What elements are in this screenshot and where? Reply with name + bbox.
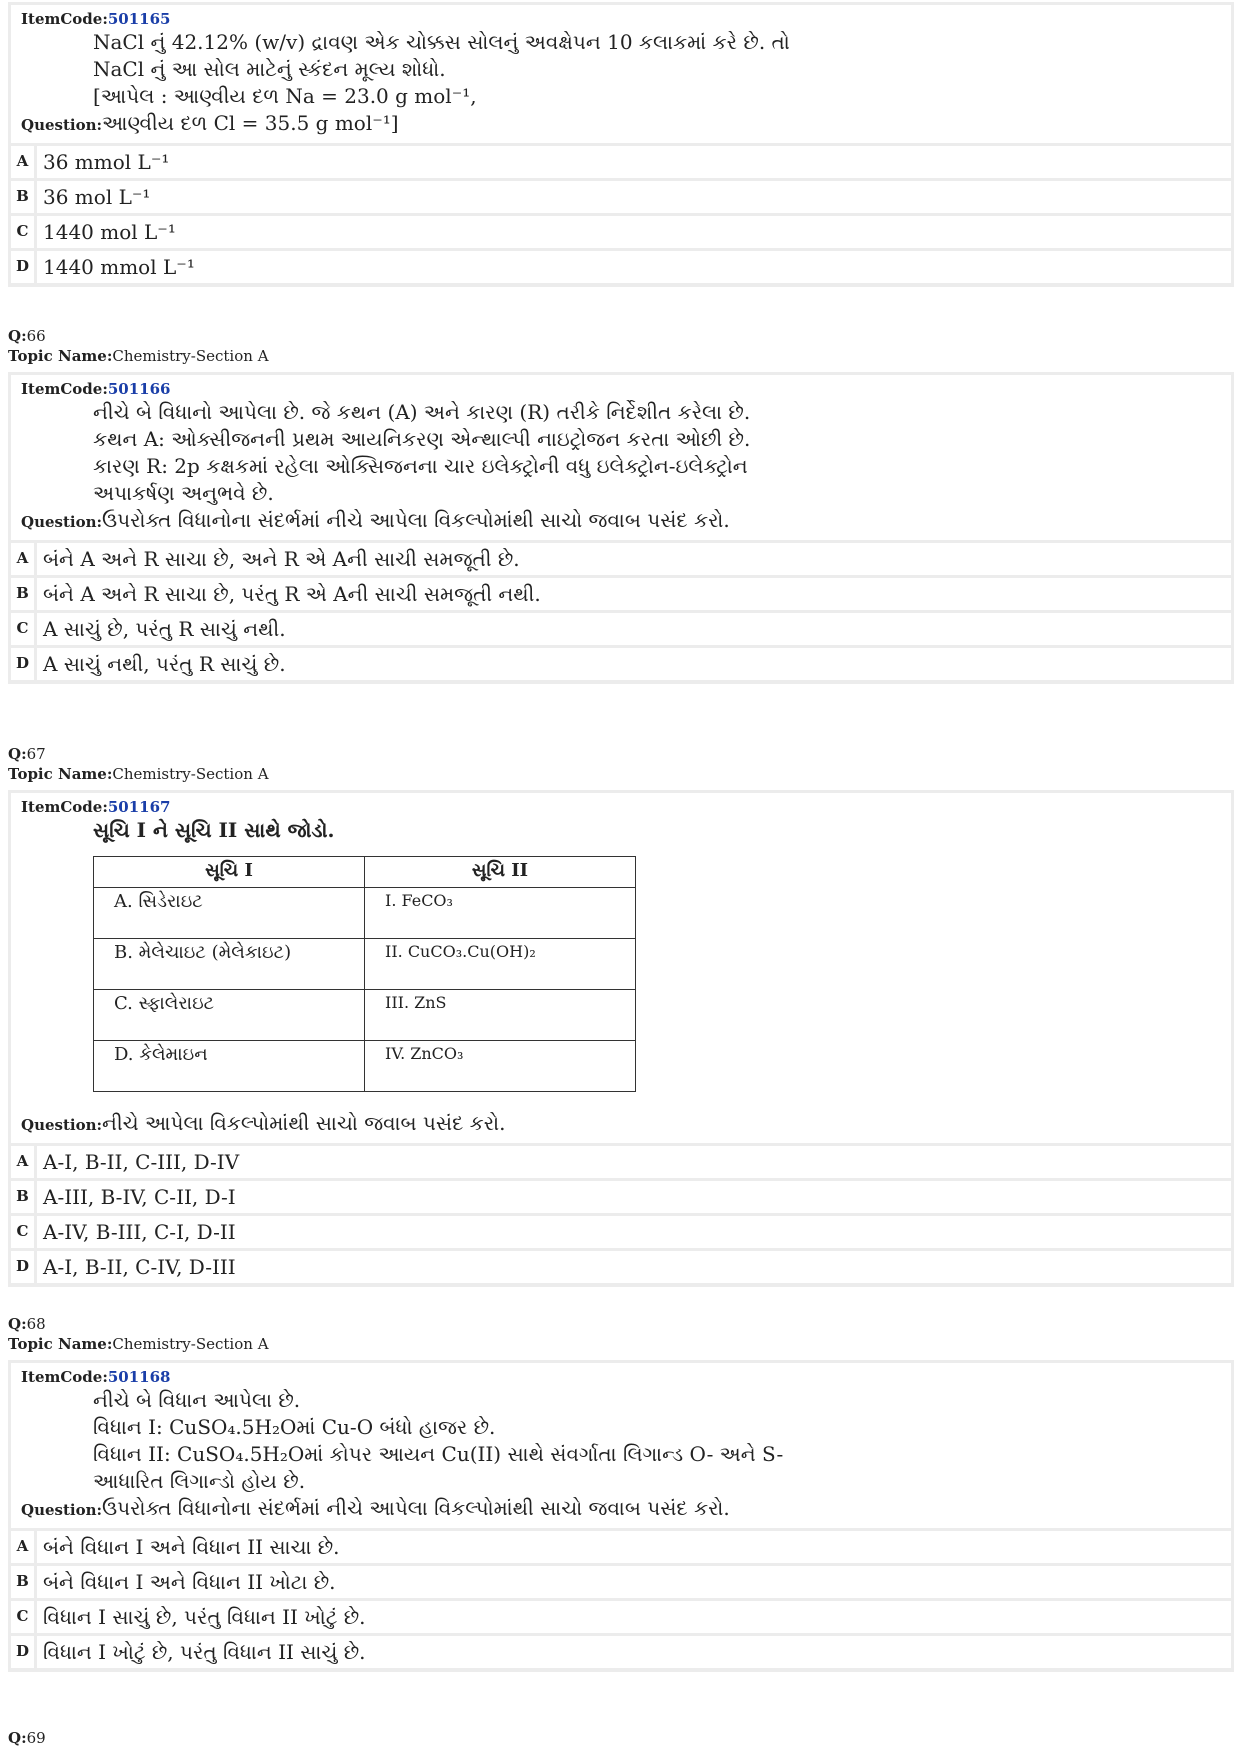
question-stem <box>11 375 1231 540</box>
question-header-68: Q:68 Topic Name:Chemistry-Section A <box>8 1315 269 1353</box>
question-line: આણ્વીય દળ Cl = 35.5 g mol⁻¹] <box>102 111 399 135</box>
table-cell: IV. ZnCO₃ <box>365 1041 636 1092</box>
question-row <box>21 110 1223 137</box>
option-b[interactable]: B બંને વિધાન I અને વિધાન II ખોટા છે. <box>11 1566 1231 1598</box>
question-card-501167 <box>8 790 1234 1287</box>
question-line: ઉપરોક્ત વિધાનોના સંદર્ભમાં નીચે આપેલા વિકલ્પોમાંથી સાચો જવાબ પસંદ કરો. <box>102 1496 730 1520</box>
item-code: ItemCode:501166 <box>21 380 171 398</box>
option-a[interactable]: A બંને A અને R સાચા છે, અને R એ Aની સાચી સમજૂતી છે. <box>11 543 1231 575</box>
matching-table <box>93 856 636 1092</box>
table-row <box>94 1041 636 1092</box>
question-line: વિધાન I: CuSO₄.5H₂Oમાં Cu-O બંધો હાજર છે. <box>93 1415 496 1439</box>
question-line: નીચે આપેલા વિકલ્પોમાંથી સાચો જવાબ પસંદ કરો. <box>102 1111 506 1135</box>
question-line: ઉપરોક્ત વિધાનોના સંદર્ભમાં નીચે આપેલા વિકલ્પોમાંથી સાચો જવાબ પસંદ કરો. <box>102 508 730 532</box>
question-stem <box>11 793 1231 1143</box>
table-cell: B. મેલેચાઇટ (મેલેકાઇટ) <box>94 939 365 990</box>
question-line: નીચે બે વિધાન આપેલા છે. <box>93 1388 301 1412</box>
question-card-501166 <box>8 372 1234 684</box>
question-line: અપાકર્ષણ અનુભવે છે. <box>93 481 274 505</box>
table-row <box>94 939 636 990</box>
question-line: કારણ R: 2p કક્ષકમાં રહેલા ઓક્સિજનના ચાર ઇલેક્ટ્રોની વધુ ઇલેક્ટ્રોન-ઇલેક્ટ્રોન <box>93 454 748 478</box>
question-line: કથન A: ઓક્સીજનની પ્રથમ આયનિકરણ એન્થાલ્પી નાઇટ્રોજન કરતા ઓછી છે. <box>93 427 751 451</box>
option-a[interactable]: A બંને વિધાન I અને વિધાન II સાચા છે. <box>11 1531 1231 1563</box>
question-line: વિધાન II: CuSO₄.5H₂Oમાં કોપર આયન Cu(II) સાથે સંવર્ગાતા લિગાન્ડ O- અને S- <box>93 1442 784 1466</box>
question-label: Question: <box>21 1116 103 1134</box>
table-header: સૂચિ II <box>365 857 636 888</box>
question-line: આધારિત લિગાન્ડો હોય છે. <box>93 1469 306 1493</box>
option-a[interactable]: A A-I, B-II, C-III, D-IV <box>11 1146 1231 1178</box>
table-cell: D. કેલેમાઇન <box>94 1041 365 1092</box>
question-line: [આપેલ : આણ્વીય દળ Na = 23.0 g mol⁻¹, <box>93 84 477 108</box>
question-stem <box>11 5 1231 143</box>
question-row <box>21 507 1223 534</box>
question-text <box>93 1387 1223 1495</box>
option-d[interactable]: D વિધાન I ખોટું છે, પરંતુ વિધાન II સાચું છે. <box>11 1636 1231 1668</box>
question-text <box>93 399 1223 507</box>
option-b[interactable]: B બંને A અને R સાચા છે, પરંતુ R એ Aની સાચી સમજૂતી નથી. <box>11 578 1231 610</box>
question-stem <box>11 1363 1231 1528</box>
question-card-501165 <box>8 2 1234 287</box>
question-line: NaCl નું આ સોલ માટેનું સ્કંદન મૂલ્ય શોધો. <box>93 57 446 81</box>
table-cell: C. સ્ફાલેરાઇટ <box>94 990 365 1041</box>
question-row <box>21 1495 1223 1522</box>
option-b[interactable]: B 36 mol L⁻¹ <box>11 181 1231 213</box>
table-cell: III. ZnS <box>365 990 636 1041</box>
option-c[interactable]: C A સાચું છે, પરંતુ R સાચું નથી. <box>11 613 1231 645</box>
question-text <box>93 817 1223 844</box>
item-code: ItemCode:501167 <box>21 798 171 816</box>
table-row <box>94 990 636 1041</box>
table-cell: A. સિડેરાઇટ <box>94 888 365 939</box>
table-cell: II. CuCO₃.Cu(OH)₂ <box>365 939 636 990</box>
question-label: Question: <box>21 1501 103 1519</box>
option-c[interactable]: C 1440 mol L⁻¹ <box>11 216 1231 248</box>
option-d[interactable]: D A-I, B-II, C-IV, D-III <box>11 1251 1231 1283</box>
question-label: Question: <box>21 513 103 531</box>
question-header-67: Q:67 Topic Name:Chemistry-Section A <box>8 745 269 783</box>
table-cell: I. FeCO₃ <box>365 888 636 939</box>
option-b[interactable]: B A-III, B-IV, C-II, D-I <box>11 1181 1231 1213</box>
table-row <box>94 888 636 939</box>
option-c[interactable]: C A-IV, B-III, C-I, D-II <box>11 1216 1231 1248</box>
option-c[interactable]: C વિધાન I સાચું છે, પરંતુ વિધાન II ખોટું છે. <box>11 1601 1231 1633</box>
question-header-69: Q:69 <box>8 1729 46 1747</box>
item-code: ItemCode:501165 <box>21 10 171 28</box>
item-code: ItemCode:501168 <box>21 1368 171 1386</box>
option-a[interactable]: A 36 mmol L⁻¹ <box>11 146 1231 178</box>
table-header: સૂચિ I <box>94 857 365 888</box>
option-d[interactable]: D 1440 mmol L⁻¹ <box>11 251 1231 283</box>
question-row <box>21 1110 1223 1137</box>
question-text <box>93 29 1223 110</box>
question-line: NaCl નું 42.12% (w/v) દ્રાવણ એક ચોક્કસ સોલનું અવક્ષેપન 10 કલાકમાં કરે છે. તો <box>93 30 790 54</box>
option-d[interactable]: D A સાચું નથી, પરંતુ R સાચું છે. <box>11 648 1231 680</box>
question-line: નીચે બે વિધાનો આપેલા છે. જે કથન (A) અને કારણ (R) તરીકે નિર્દેશીત કરેલા છે. <box>93 400 751 424</box>
question-header-66: Q:66 Topic Name:Chemistry-Section A <box>8 327 269 365</box>
instruction-line: સૂચિ I ને સૂચિ II સાથે જોડો. <box>93 818 335 842</box>
question-card-501168 <box>8 1360 1234 1672</box>
question-label: Question: <box>21 116 103 134</box>
